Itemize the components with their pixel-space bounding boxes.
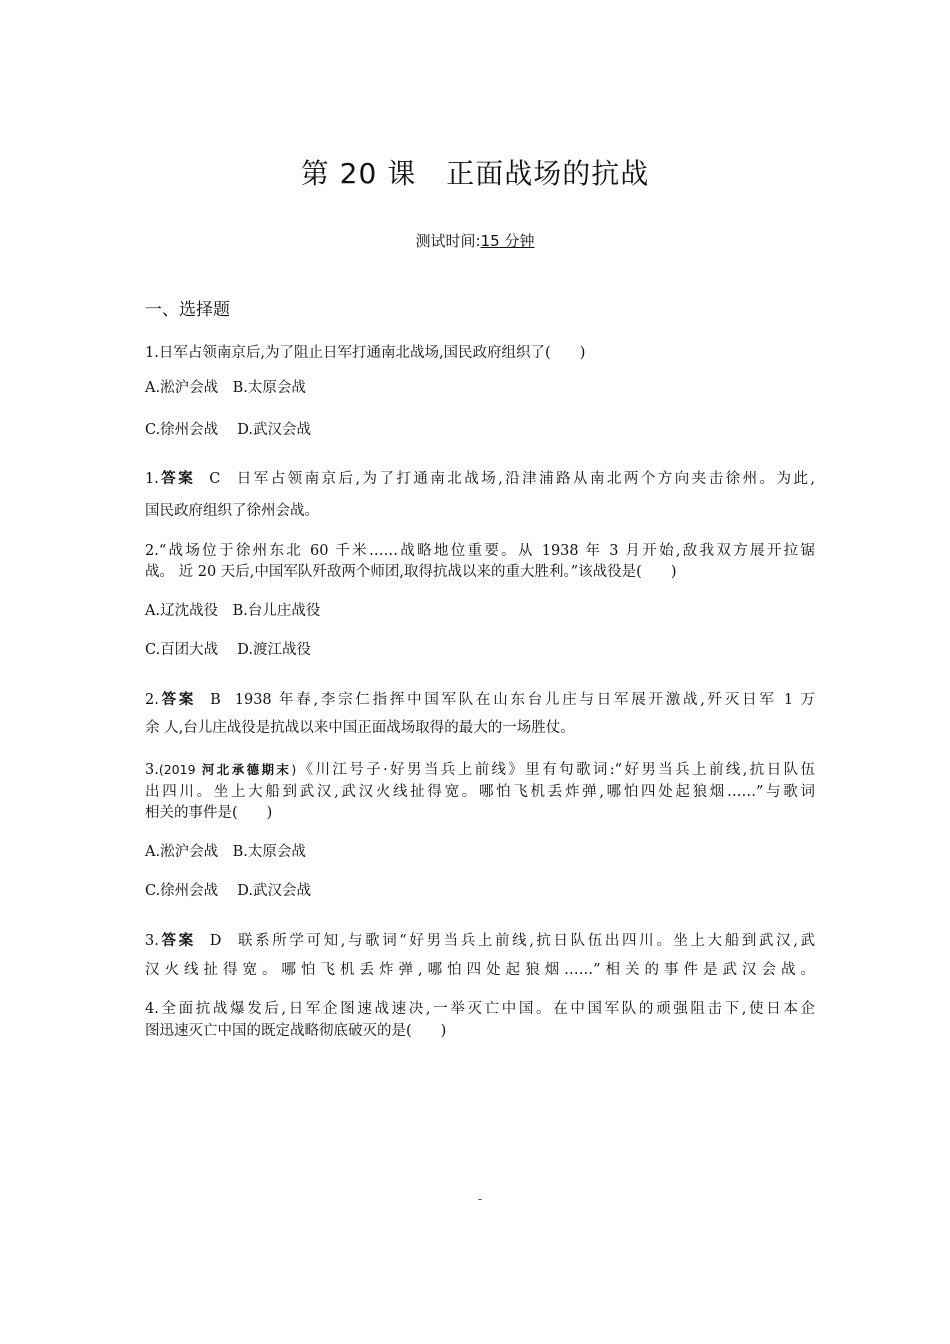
answer-3-prefix: 3.	[145, 933, 159, 949]
answer-3-label: 答案	[158, 933, 196, 949]
answer-2-letter: B	[210, 692, 221, 708]
answer-2-label: 答案	[158, 692, 197, 708]
answer-2-line-1	[145, 688, 815, 712]
question-3-options-ab: A.淞沪会战 B.太原会战	[145, 844, 306, 860]
answer-1-prefix: 1.	[145, 471, 159, 487]
answer-3-letter: D	[209, 933, 222, 949]
question-1-stem: 1.日军占领南京后,为了阻止日军打通南北战场,国民政府组织了( )	[145, 345, 586, 361]
question-3-source-open: (2019	[158, 762, 202, 777]
question-2-options-ab: A.辽沈战役 B.台儿庄战役	[145, 603, 321, 619]
question-4-line-1: 4.全面抗战爆发后,日军企图速战速决,一举灭亡中国。在中国军队的顽强阻击下,使日本企	[145, 1001, 815, 1017]
question-3-line-1	[145, 758, 815, 782]
question-2-options-cd: C.百团大战 D.渡江战役	[145, 642, 312, 658]
answer-2-line-2: 余 人,台儿庄战役是抗战以来中国正面战场取得的最大的一场胜仗。	[145, 720, 575, 736]
test-time-unit: 分钟	[504, 232, 535, 250]
answer-1-text-1: 日军占领南京后,为了打通南北战场,沿津浦路从南北两个方向夹击徐州。为此,	[234, 471, 816, 487]
test-time-value: 15	[480, 232, 500, 250]
answer-1-label: 答案	[158, 471, 196, 487]
page-title	[0, 152, 950, 192]
question-3-text-1: 《川江号子·好男当兵上前线》里有句歌词:“好男当兵上前线,抗日队伍	[296, 762, 815, 778]
question-3-line-3: 相关的事件是( )	[145, 805, 273, 821]
question-3-options-cd: C.徐州会战 D.武汉会战	[145, 883, 312, 899]
question-2-line-1: 2.“战场位于徐州东北 60 千米……战略地位重要。从 1938 年 3 月开始,敌我双方展开拉锯	[145, 543, 815, 559]
answer-2-text-1: 1938 年春,李宗仁指挥中国军队在山东台儿庄与日军展开激战,歼灭日军 1 万	[234, 692, 816, 708]
question-3-source-close: )	[291, 762, 297, 777]
title-lesson-name: 正面战场的抗战	[446, 157, 650, 190]
question-2-line-2: 战。 近 20 天后,中国军队歼敌两个师团,取得抗战以来的重大胜利。”该战役是( )	[145, 564, 677, 580]
answer-3-line-1	[145, 929, 815, 953]
answer-3-line-2: 汉火线扯得宽。哪怕飞机丢炸弹,哪怕四处起狼烟……”相关的事件是武汉会战。	[145, 962, 815, 978]
answer-1-line-1	[145, 467, 815, 491]
question-1-options-ab: A.淞沪会战 B.太原会战	[145, 380, 306, 396]
answer-1-line-2: 国民政府组织了徐州会战。	[145, 503, 319, 519]
question-1-options-cd: C.徐州会战 D.武汉会战	[145, 422, 312, 438]
title-lesson-number: 第 20 课	[300, 157, 417, 190]
answer-1-letter: C	[209, 471, 221, 487]
page-number-mark: -	[478, 1192, 483, 1206]
question-3-prefix: 3.	[145, 762, 159, 778]
section-heading: 一、选择题	[145, 300, 230, 320]
test-time-label: 测试时间:	[415, 232, 481, 250]
question-4-line-2: 图迅速灭亡中国的既定战略彻底破灭的是( )	[145, 1023, 447, 1039]
answer-3-text-1: 联系所学可知,与歌词“好男当兵上前线,抗日队伍出四川。坐上大船到武汉,武	[235, 933, 815, 949]
question-3-line-2: 出四川。坐上大船到武汉,武汉火线扯得宽。哪怕飞机丢炸弹,哪怕四处起狼烟……”与歌词	[145, 784, 815, 800]
test-time	[0, 230, 950, 251]
question-3-source-name: 河北承德期末	[201, 762, 292, 777]
answer-2-prefix: 2.	[145, 692, 159, 708]
